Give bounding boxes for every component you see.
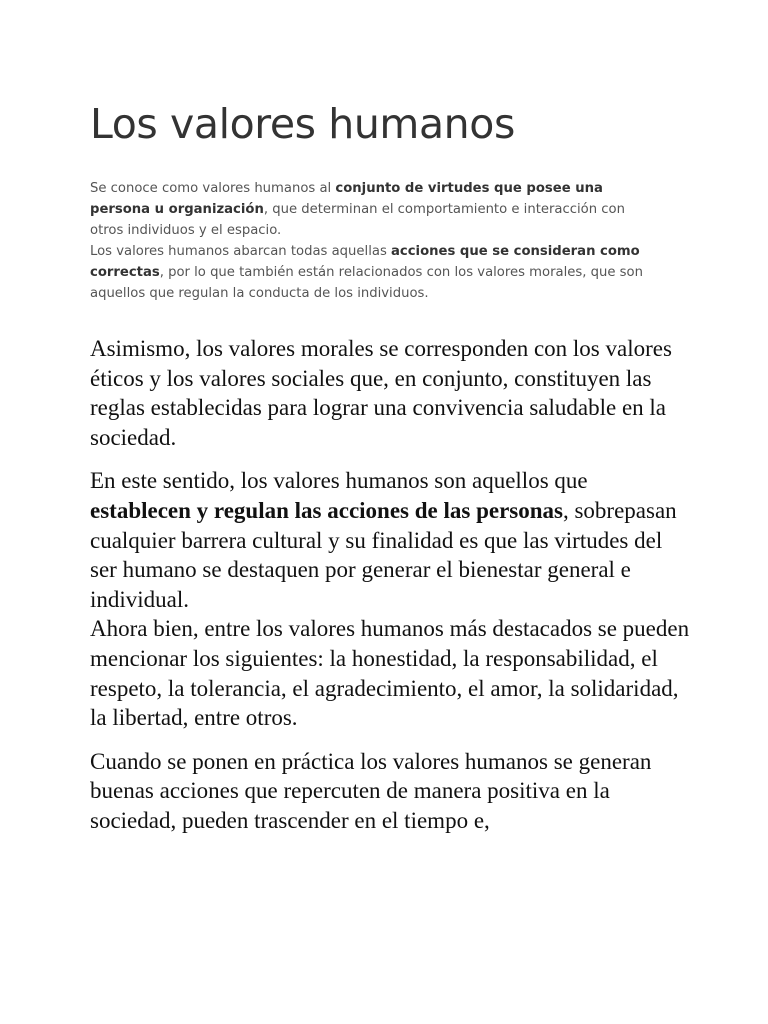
intro-p1-text-1: Se conoce como valores humanos al [90, 181, 336, 196]
intro-p1-text-2: , que determinan el comportamiento e interacción con otros individuos y el espacio. [90, 202, 625, 238]
intro-p2-text-1: Los valores humanos abarcan todas aquellas [90, 244, 392, 259]
body-paragraph-4: Cuando se ponen en práctica los valores humanos se generan buenas acciones que repercuten de manera positiva en la sociedad, pueden trascender en el tiempo e, [90, 748, 652, 833]
body-p2-text-1: En este sentido, los valores humanos son aquellos que [90, 468, 588, 494]
body-paragraph-3: Ahora bien, entre los valores humanos más destacados se pueden mencionar los siguientes: la honestidad, la responsabilidad, el respeto, la tolerancia, el agradecimiento, el amor, la solidaridad, la libertad, entre otros. [90, 616, 690, 731]
body-paragraph-1: Asimismo, los valores morales se corresponden con los valores éticos y los valores sociales que, en conjunto, constituyen las reglas establecidas para lograr una convivencia saludable en la sociedad. [90, 336, 672, 450]
intro-section [90, 178, 660, 304]
intro-p2-text-2: , por lo que también están relacionados con los valores morales, que son aquellos que regulan la conducta de los individuos. [90, 265, 643, 301]
body-p2-bold: establecen y regulan las acciones de las personas [90, 497, 563, 523]
document-title: Los valores humanos [90, 100, 515, 148]
body-section [90, 334, 690, 836]
body-p2-text-2: , sobrepasan cualquier barrera cultural y su finalidad es que las virtudes del ser humano se destaquen por generar el bienestar general e individual. [90, 497, 677, 612]
intro-paragraph-2 [90, 241, 660, 304]
body-paragraph-2 [90, 466, 690, 614]
intro-p1-bold: conjunto de virtudes que posee una persona u organización [90, 181, 603, 217]
intro-p2-bold: acciones que se consideran como correctas [90, 244, 640, 280]
intro-paragraph-1 [90, 178, 660, 241]
